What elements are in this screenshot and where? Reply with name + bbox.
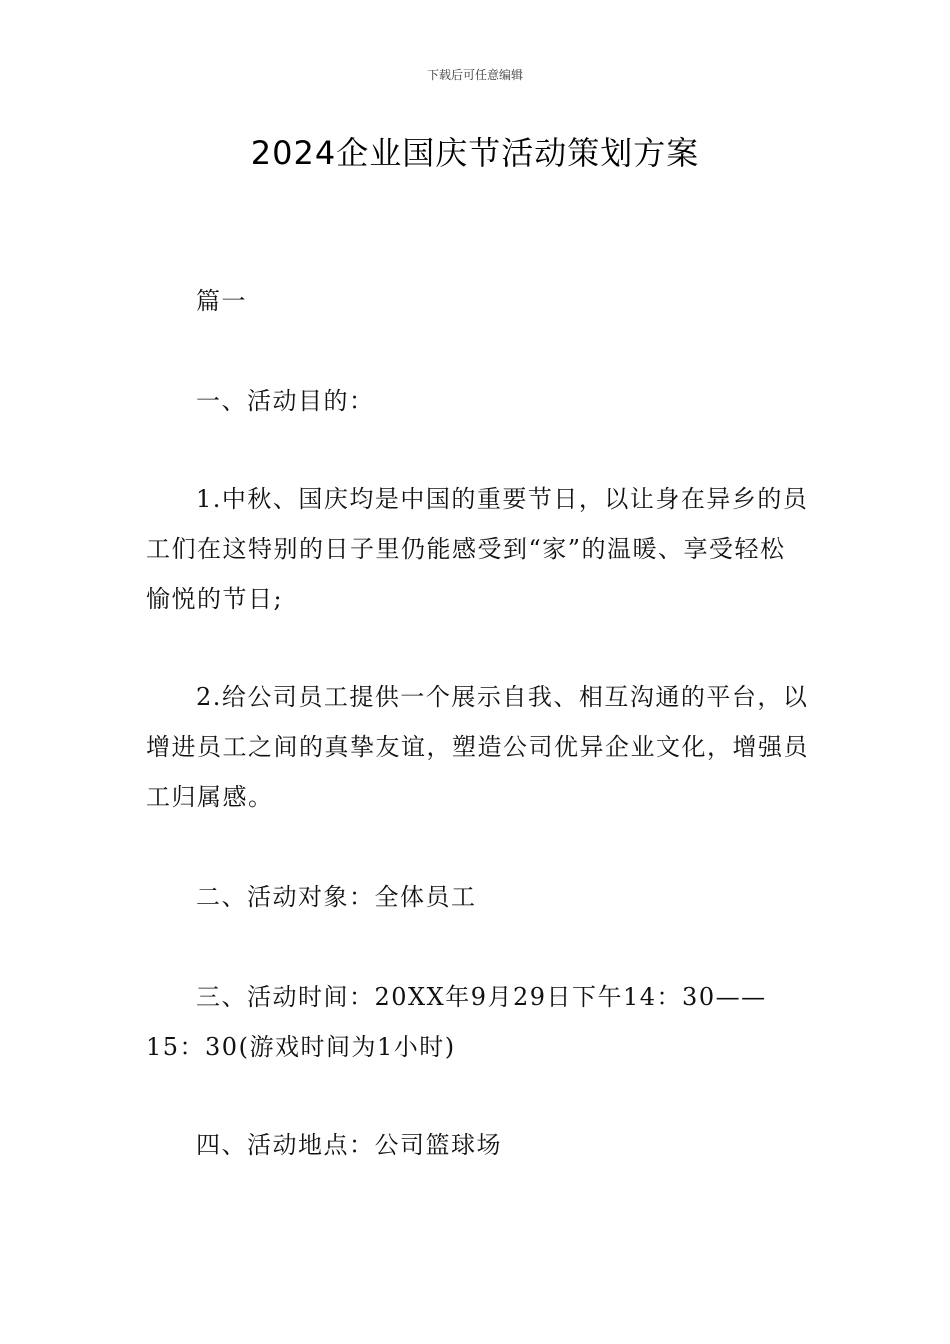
goal-item-2: 2.给公司员工提供一个展示自我、相互沟通的平台，以增进员工之间的真挚友谊，塑造公司优异企业文化，增强员工归属感。 <box>146 683 809 811</box>
goal-item-1: 1.中秋、国庆均是中国的重要节日，以让身在异乡的员工们在这特别的日子里仍能感受到“家”的温暖、享受轻松愉悦的节日; <box>146 485 809 613</box>
document-title: 2024企业国庆节活动策划方案 <box>250 134 700 172</box>
header-note: 下载后可任意编辑 <box>426 68 523 82</box>
activity-target: 二、活动对象：全体员工 <box>196 883 477 911</box>
section-label: 篇一 <box>196 287 247 315</box>
goal-heading: 一、活动目的： <box>196 387 375 415</box>
activity-time: 三、活动时间：20XX年9月29日下午14：30——15：30(游戏时间为1小时) <box>146 983 767 1061</box>
activity-place: 四、活动地点：公司篮球场 <box>196 1131 502 1159</box>
